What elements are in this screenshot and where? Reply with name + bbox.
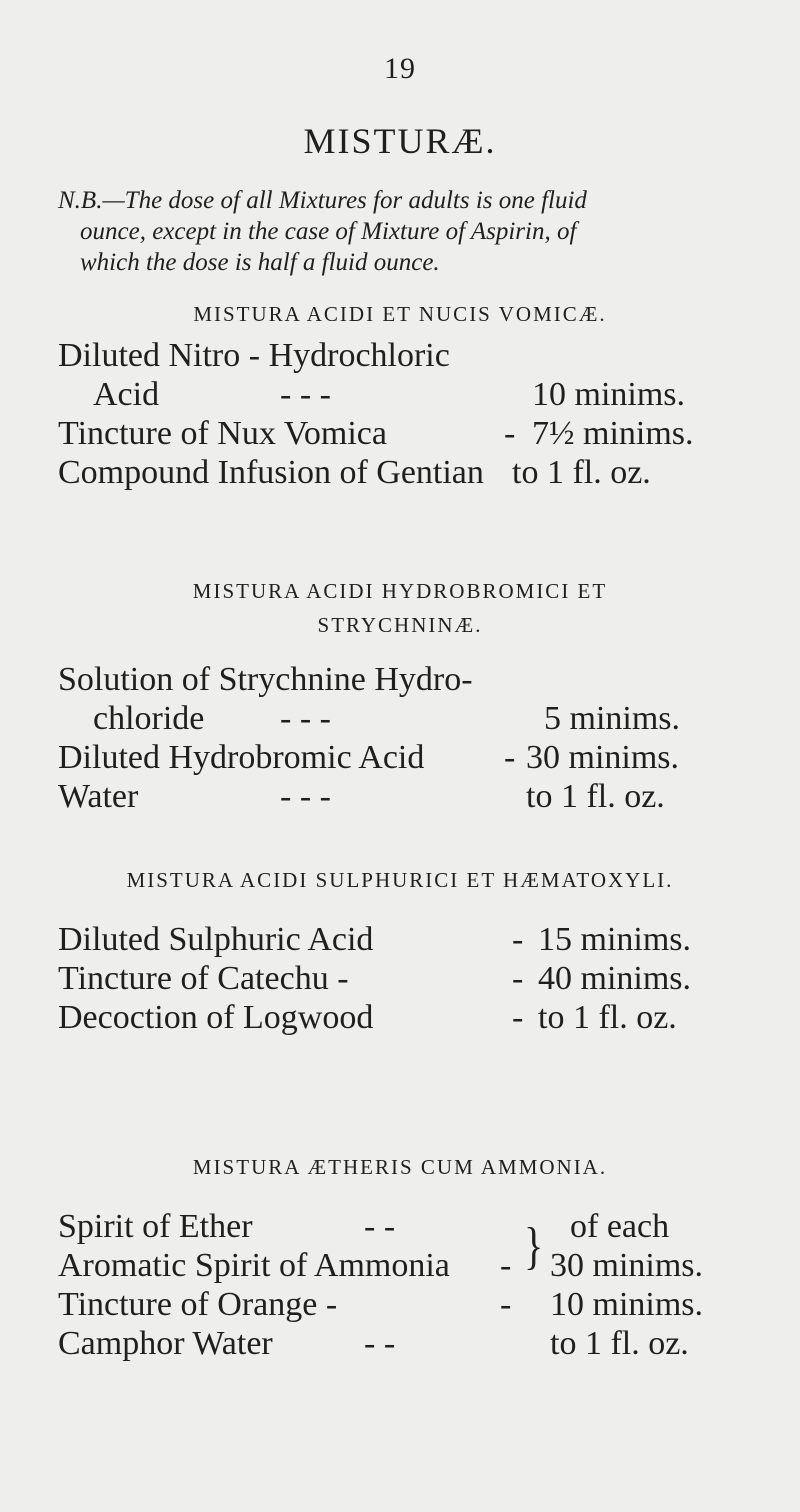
note-line: ounce, except in the case of Mixture of Aspirin, of	[80, 218, 577, 245]
leader-dashes: - - -	[280, 376, 331, 413]
ingredient-quantity: 30 minims.	[550, 1247, 704, 1284]
ingredient-row	[58, 1285, 778, 1324]
ingredient-quantity: to 1 fl. oz.	[550, 1325, 689, 1362]
ingredient-quantity: 7½ minims.	[532, 415, 694, 452]
section-heading-strychnine-line2: STRYCHNINÆ.	[317, 613, 483, 637]
note-line: which the dose is half a fluid ounce.	[80, 249, 440, 276]
ingredient-quantity: 5 minims.	[544, 700, 681, 737]
ingredient-quantity: to 1 fl. oz.	[512, 454, 651, 491]
ingredient-name: Solution of Strychnine Hydro-	[58, 661, 473, 698]
leader-dashes: - - -	[280, 700, 331, 737]
note-line: N.B.—The dose of all Mixtures for adults is one fluid	[58, 187, 587, 214]
ingredient-row	[58, 1324, 778, 1363]
ingredient-quantity: 10 minims.	[532, 376, 686, 413]
leader-dashes: -	[500, 1247, 512, 1284]
ingredient-row	[58, 660, 778, 699]
ingredient-row	[58, 920, 778, 959]
leader-dashes: -	[504, 739, 516, 776]
ingredient-row	[58, 453, 778, 492]
section-heading-strychnine: MISTURA ACIDI HYDROBROMICI ET	[192, 579, 608, 603]
ingredient-quantity: 30 minims.	[526, 739, 680, 776]
page-number: 19	[384, 52, 416, 85]
ingredient-row	[58, 414, 778, 453]
ingredient-name: Tincture of Catechu -	[58, 960, 349, 997]
leader-dashes: - -	[364, 1208, 396, 1245]
ingredient-row	[58, 777, 778, 816]
ingredient-quantity: of each	[570, 1208, 670, 1245]
leader-dashes: -	[512, 999, 524, 1036]
recipe-ether	[58, 1207, 778, 1363]
ingredient-name: Camphor Water	[58, 1325, 273, 1362]
ingredient-row	[58, 1207, 778, 1246]
ingredient-quantity: 40 minims.	[538, 960, 692, 997]
dosage-note	[58, 185, 748, 278]
ingredient-row	[58, 738, 778, 777]
ingredient-row	[58, 375, 778, 414]
ingredient-name: Diluted Hydrobromic Acid	[58, 739, 425, 776]
ingredient-name: Tincture of Orange -	[58, 1286, 338, 1323]
leader-dashes: -	[512, 960, 524, 997]
ingredient-row	[58, 1246, 778, 1285]
recipe-strychnine	[58, 660, 778, 816]
page-title: MISTURÆ.	[303, 121, 497, 161]
ingredient-quantity: to 1 fl. oz.	[526, 778, 665, 815]
ingredient-name: Spirit of Ether	[58, 1208, 253, 1245]
section-heading-nux-vomica: MISTURA ACIDI ET NUCIS VOMICÆ.	[193, 302, 607, 326]
ingredient-row	[58, 998, 778, 1037]
leader-dashes: -	[504, 415, 516, 452]
ingredient-row	[58, 699, 778, 738]
ingredient-row	[58, 959, 778, 998]
ingredient-name: Water	[58, 778, 139, 815]
leader-dashes: -	[500, 1286, 512, 1323]
ingredient-quantity: 15 minims.	[538, 921, 692, 958]
right-brace: }	[524, 1216, 544, 1275]
ingredient-name: Compound Infusion of Gentian	[58, 454, 484, 491]
ingredient-name: Aromatic Spirit of Ammonia	[58, 1247, 450, 1284]
ingredient-quantity: 10 minims.	[550, 1286, 704, 1323]
section-heading-sulphuric: MISTURA ACIDI SULPHURICI ET HÆMATOXYLI.	[126, 868, 674, 892]
ingredient-name: Diluted Nitro - Hydrochloric	[58, 337, 450, 374]
recipe-nux-vomica	[58, 336, 778, 492]
ingredient-name: Diluted Sulphuric Acid	[58, 921, 374, 958]
leader-dashes: -	[512, 921, 524, 958]
recipe-sulphuric	[58, 920, 778, 1037]
leader-dashes: - - -	[280, 778, 331, 815]
ingredient-quantity: to 1 fl. oz.	[538, 999, 677, 1036]
ingredient-row	[58, 336, 778, 375]
ingredient-name: Tincture of Nux Vomica	[58, 415, 387, 452]
leader-dashes: - -	[364, 1325, 396, 1362]
ingredient-name: Decoction of Logwood	[58, 999, 374, 1036]
ingredient-name: Acid	[93, 376, 160, 413]
section-heading-ether: MISTURA ÆTHERIS CUM AMMONIA.	[192, 1155, 608, 1179]
ingredient-name: chloride	[93, 700, 205, 737]
